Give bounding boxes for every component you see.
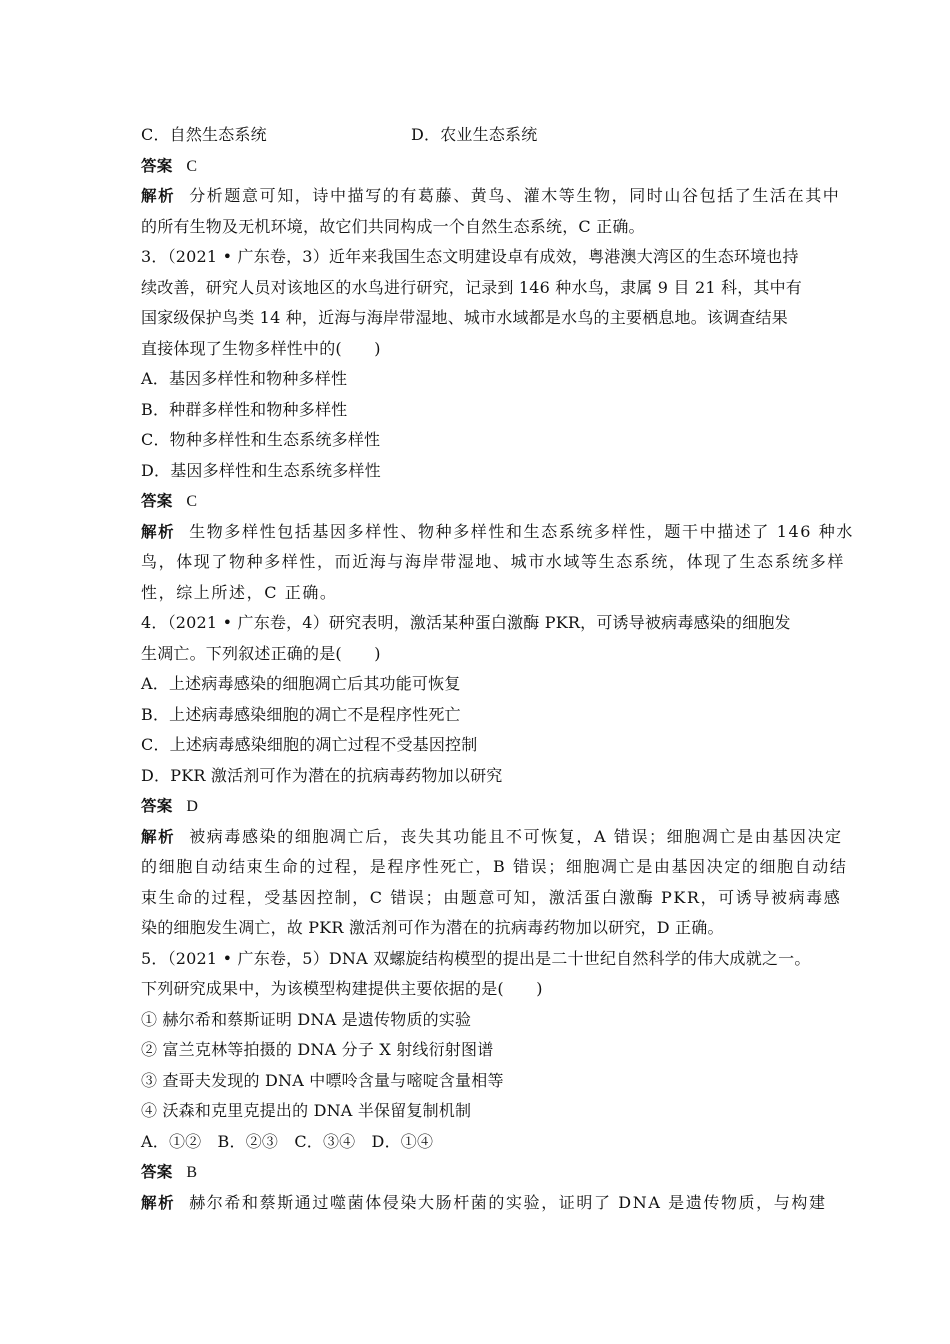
q5-item: ① 赫尔希和蔡斯证明 DNA 是遗传物质的实验 xyxy=(141,1009,472,1029)
q3-stem-line: 国家级保护鸟类 14 种，近海与海岸带湿地、城市水域都是水鸟的主要栖息地。该调查结果 xyxy=(141,308,788,327)
q3-stem-line: 直接体现了生物多样性中的( ) xyxy=(141,338,381,358)
q3-analysis-text: 生物多样性包括基因多样性、物种多样性和生态系统多样性，题干中描述了 146 种水 xyxy=(189,521,854,541)
analysis-label: 解析 xyxy=(141,187,176,205)
q4-analysis-line: 的细胞自动结束生命的过程，是程序性死亡，B 错误；细胞凋亡是由基因决定的细胞自动结 xyxy=(141,857,848,876)
q4-option-c: C．上述病毒感染细胞的凋亡过程不受基因控制 xyxy=(141,735,478,754)
q4-stem-line: 4．（2021 • 广东卷，4）研究表明，激活某种蛋白激酶 PKR，可诱导被病毒感染的细胞发 xyxy=(141,613,791,632)
q3-answer-value: C xyxy=(186,493,198,510)
q5-options: A．①② B．②③ C．③④ D．①④ xyxy=(141,1131,434,1151)
q5-answer xyxy=(141,1157,821,1188)
q3-stem-line: 续改善，研究人员对该地区的水鸟进行研究，记录到 146 种水鸟，隶属 9 目 21 科，其中有 xyxy=(141,277,802,297)
q4-analysis-line: 染的细胞发生凋亡，故 PKR 激活剂可作为潜在的抗病毒药物加以研究，D 正确。 xyxy=(141,918,724,937)
q2-analysis-line: 的所有生物及无机环境，故它们共同构成一个自然生态系统，C 正确。 xyxy=(141,216,645,236)
document-page xyxy=(141,120,854,1218)
q5-analysis-line xyxy=(141,1188,827,1219)
q3-option-c: C．物种多样性和生态系统多样性 xyxy=(141,430,381,449)
q5-stem-line: 下列研究成果中，为该模型构建提供主要依据的是( ) xyxy=(141,979,543,998)
q5-stem-line: 5．（2021 • 广东卷，5）DNA 双螺旋结构模型的提出是二十世纪自然科学的伟大成就之一。 xyxy=(141,948,811,968)
q3-analysis-line: 鸟，体现了物种多样性，而近海与海岸带湿地、城市水域等生态系统，体现了生态系统多样 xyxy=(141,552,846,571)
q3-analysis-line: 性，综上所述，C 正确。 xyxy=(141,582,338,602)
q2-option-d: D．农业生态系统 xyxy=(411,125,538,144)
q2-options-row xyxy=(141,120,821,151)
answer-label: 答案 xyxy=(141,492,173,510)
analysis-label: 解析 xyxy=(141,1193,176,1212)
q4-stem-line: 生凋亡。下列叙述正确的是( ) xyxy=(141,643,381,663)
q4-analysis-text: 被病毒感染的细胞凋亡后，丧失其功能且不可恢复，A 错误；细胞凋亡是由基因决定 xyxy=(189,826,843,846)
q4-analysis-line xyxy=(141,822,843,853)
q3-analysis-line xyxy=(141,517,854,548)
q4-analysis-line: 束生命的过程，受基因控制，C 错误；由题意可知，激活蛋白激酶 PKR，可诱导被病毒感 xyxy=(141,887,842,907)
q2-answer xyxy=(141,151,821,182)
q3-answer xyxy=(141,486,821,517)
q5-analysis-text: 赫尔希和蔡斯通过噬菌体侵染大肠杆菌的实验，证明了 DNA 是遗传物质，与构建 xyxy=(189,1192,827,1212)
answer-label: 答案 xyxy=(141,1163,173,1181)
q5-item: ④ 沃森和克里克提出的 DNA 半保留复制机制 xyxy=(141,1101,472,1120)
q5-item: ③ 查哥夫发现的 DNA 中嘌呤含量与嘧啶含量相等 xyxy=(141,1070,504,1090)
q2-option-c: C．自然生态系统 xyxy=(141,125,267,144)
q3-option-a: A．基因多样性和物种多样性 xyxy=(141,369,348,388)
q4-answer-value: D xyxy=(186,798,199,815)
q5-answer-value: B xyxy=(186,1164,198,1181)
q2-analysis-line xyxy=(141,181,841,212)
q4-option-d: D．PKR 激活剂可作为潜在的抗病毒药物加以研究 xyxy=(141,765,503,785)
q4-option-a: A．上述病毒感染的细胞凋亡后其功能可恢复 xyxy=(141,674,461,693)
q3-stem-line: 3．（2021 • 广东卷，3）近年来我国生态文明建设卓有成效，粤港澳大湾区的生态环境也持 xyxy=(141,247,799,266)
q2-analysis-text: 分析题意可知，诗中描写的有葛藤、黄鸟、灌木等生物，同时山谷包括了生活在其中 xyxy=(189,186,841,205)
analysis-label: 解析 xyxy=(141,522,176,541)
q4-option-b: B．上述病毒感染细胞的凋亡不是程序性死亡 xyxy=(141,704,461,724)
q5-item: ② 富兰克林等拍摄的 DNA 分子 X 射线衍射图谱 xyxy=(141,1040,494,1059)
q2-answer-value: C xyxy=(186,157,198,175)
q3-option-b: B．种群多样性和物种多样性 xyxy=(141,399,348,419)
q4-answer xyxy=(141,791,821,822)
q3-option-d: D．基因多样性和生态系统多样性 xyxy=(141,460,381,480)
answer-label: 答案 xyxy=(141,156,173,175)
answer-label: 答案 xyxy=(141,797,173,815)
analysis-label: 解析 xyxy=(141,827,176,846)
